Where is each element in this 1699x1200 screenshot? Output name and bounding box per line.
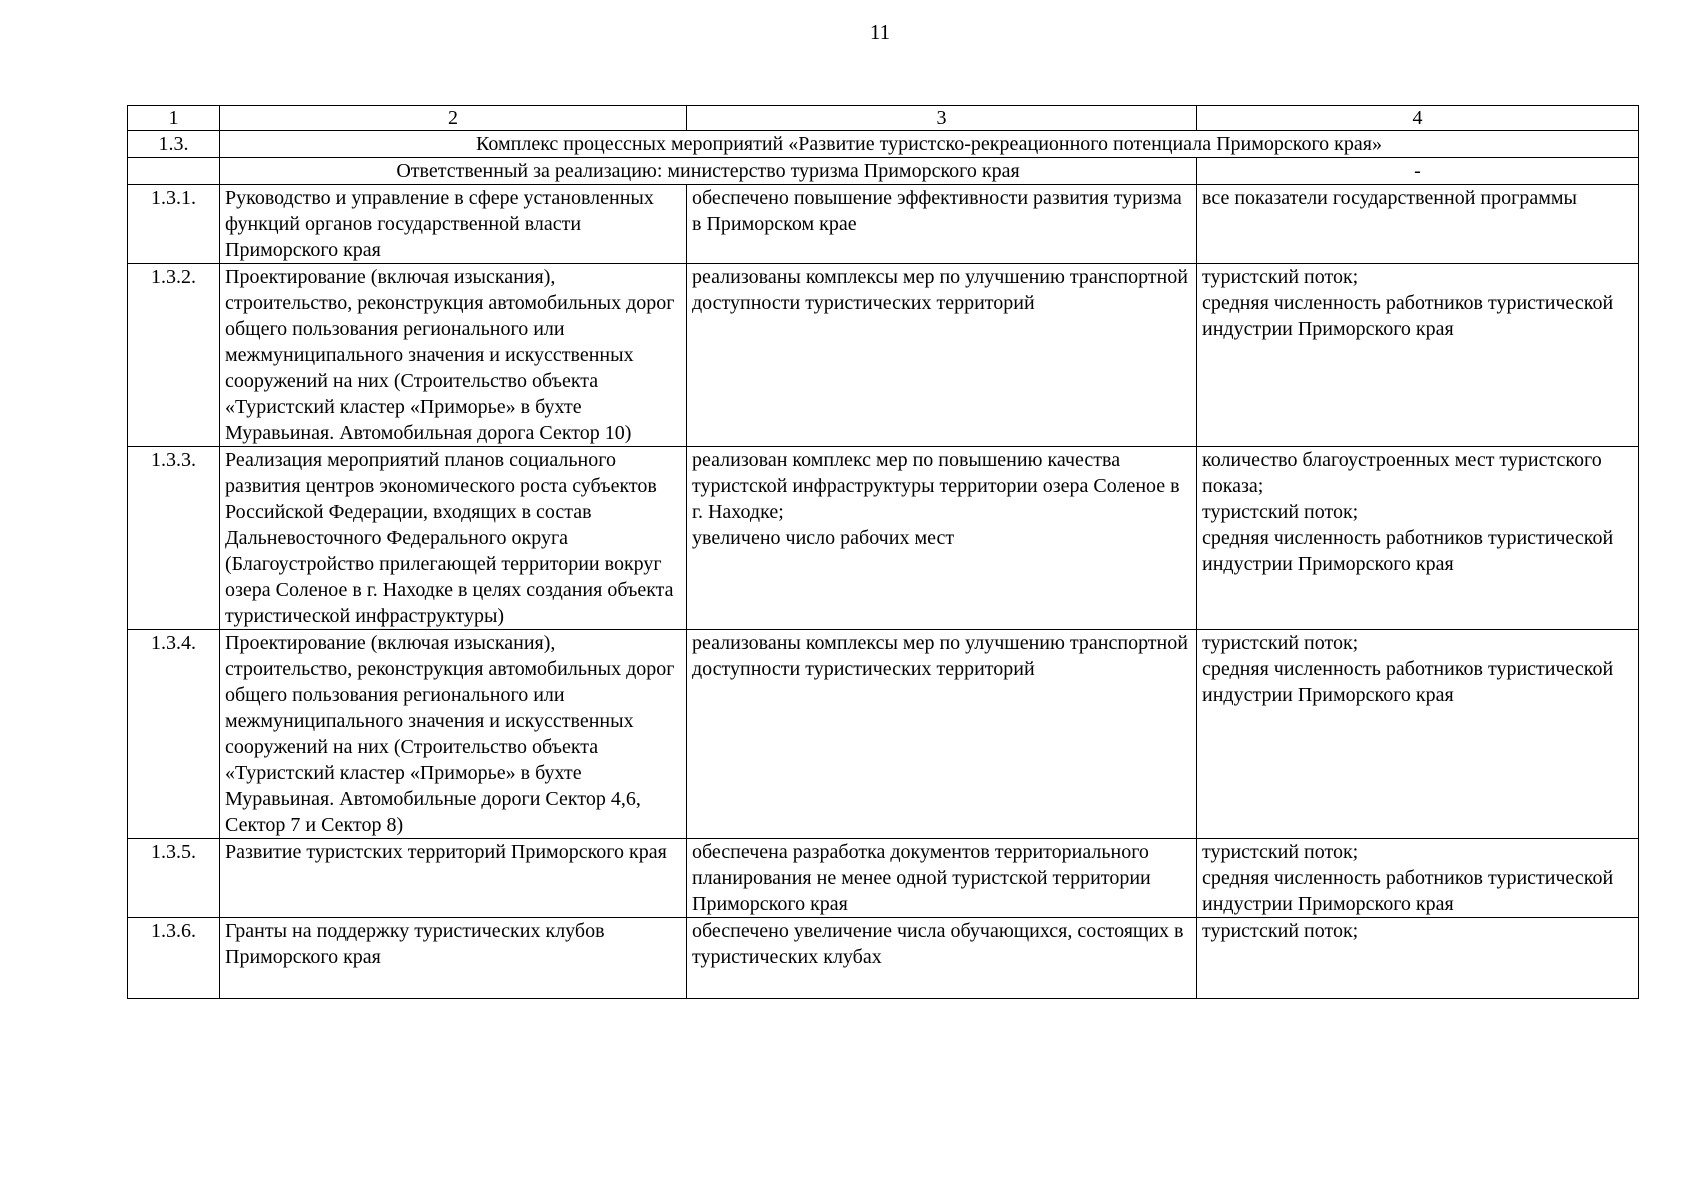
row-task: Развитие туристских территорий Приморского края bbox=[220, 839, 687, 918]
row-number: 1.3.3. bbox=[128, 447, 220, 630]
page-number: 11 bbox=[869, 20, 891, 44]
row-indicators: туристский поток; средняя численность работников туристической индустрии Приморского края bbox=[1197, 630, 1639, 839]
header-col-3: 3 bbox=[687, 106, 1197, 131]
row-indicators: туристский поток; средняя численность работников туристической индустрии Приморского края bbox=[1197, 839, 1639, 918]
section-title-row bbox=[128, 131, 1639, 158]
row-indicators: все показатели государственной программы bbox=[1197, 185, 1639, 264]
row-result: реализованы комплексы мер по улучшению транспортной доступности туристических территорий bbox=[687, 630, 1197, 839]
row-indicators: туристский поток; bbox=[1197, 918, 1639, 999]
table-body bbox=[128, 185, 1639, 999]
section-title: Комплекс процессных мероприятий «Развитие туристско-рекреационного потенциала Приморского края» bbox=[220, 131, 1639, 158]
responsible-row bbox=[128, 158, 1639, 185]
row-number: 1.3.2. bbox=[128, 264, 220, 447]
row-indicators: туристский поток; средняя численность работников туристической индустрии Приморского края bbox=[1197, 264, 1639, 447]
row-number: 1.3.1. bbox=[128, 185, 220, 264]
section-number: 1.3. bbox=[128, 131, 220, 158]
row-result: реализован комплекс мер по повышению качества туристской инфраструктуры территории озера Соленое в г. Находке; увеличено число рабочих мест bbox=[687, 447, 1197, 630]
table-row bbox=[128, 839, 1639, 918]
row-number: 1.3.4. bbox=[128, 630, 220, 839]
row-result: обеспечено увеличение числа обучающихся, состоящих в туристических клубах bbox=[687, 918, 1197, 999]
table-row bbox=[128, 264, 1639, 447]
row-task: Проектирование (включая изыскания), строительство, реконструкция автомобильных дорог общего пользования регионального или межмуниципального значения и искусственных сооружений на них (Строительство объекта «Туристский кластер «Приморье» в бухте Муравьиная. Автомобильная дорога Сектор 10) bbox=[220, 264, 687, 447]
row-result: обеспечено повышение эффективности развития туризма в Приморском крае bbox=[687, 185, 1197, 264]
measures-table bbox=[127, 105, 1639, 999]
header-col-2: 2 bbox=[220, 106, 687, 131]
row-task: Реализация мероприятий планов социального развития центров экономического роста субъектов Российской Федерации, входящих в состав Дальневосточного Федерального округа (Благоустройство прилегающей территории вокруг озера Соленое в г. Находке в целях создания объекта туристической инфраструктуры) bbox=[220, 447, 687, 630]
row-number: 1.3.6. bbox=[128, 918, 220, 999]
row-result: обеспечена разработка документов территориального планирования не менее одной туристской территории Приморского края bbox=[687, 839, 1197, 918]
row-task: Проектирование (включая изыскания), строительство, реконструкция автомобильных дорог общего пользования регионального или межмуниципального значения и искусственных сооружений на них (Строительство объекта «Туристский кластер «Приморье» в бухте Муравьиная. Автомобильные дороги Сектор 4,6, Сектор 7 и Сектор 8) bbox=[220, 630, 687, 839]
responsible-empty-cell bbox=[128, 158, 220, 185]
row-number: 1.3.5. bbox=[128, 839, 220, 918]
table-row bbox=[128, 185, 1639, 264]
header-col-1: 1 bbox=[128, 106, 220, 131]
row-result: реализованы комплексы мер по улучшению транспортной доступности туристических территорий bbox=[687, 264, 1197, 447]
table-row bbox=[128, 447, 1639, 630]
header-col-4: 4 bbox=[1197, 106, 1639, 131]
row-indicators: количество благоустроенных мест туристского показа; туристский поток; средняя численность работников туристической индустрии Приморского края bbox=[1197, 447, 1639, 630]
responsible-text: Ответственный за реализацию: министерство туризма Приморского края bbox=[220, 158, 1197, 185]
row-task: Гранты на поддержку туристических клубов Приморского края bbox=[220, 918, 687, 999]
table-header-row bbox=[128, 106, 1639, 131]
responsible-col4: - bbox=[1197, 158, 1639, 185]
table-row bbox=[128, 630, 1639, 839]
row-task: Руководство и управление в сфере установленных функций органов государственной власти Приморского края bbox=[220, 185, 687, 264]
table-row bbox=[128, 918, 1639, 999]
